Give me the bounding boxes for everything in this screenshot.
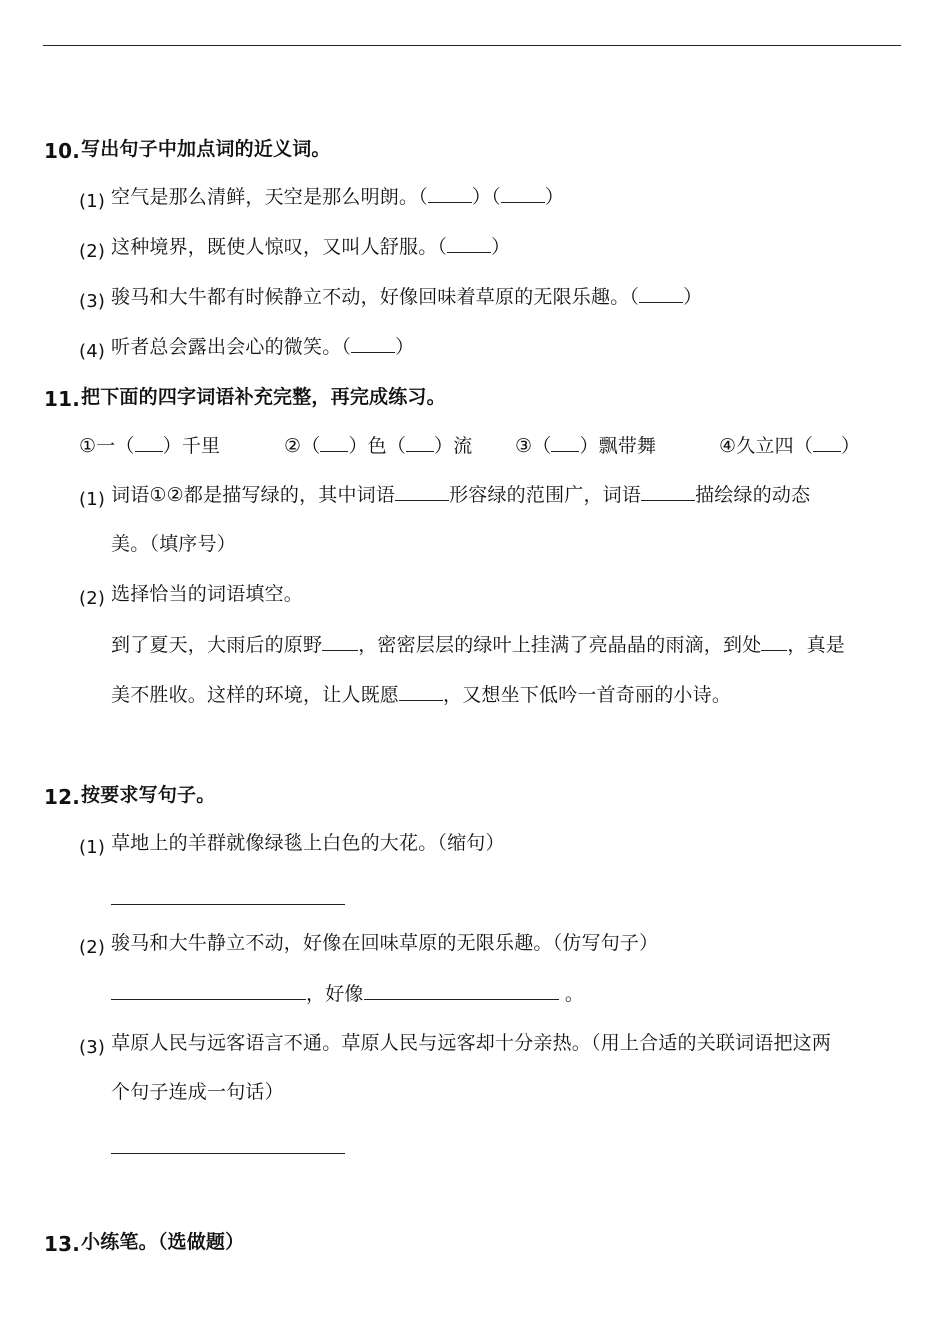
answer-blank[interactable] xyxy=(351,334,395,353)
question-number: 10. xyxy=(44,139,81,163)
q11-sub-1-line-2: 美。（填序号） xyxy=(111,533,236,555)
phrase-text: ） xyxy=(841,435,861,457)
answer-blank[interactable] xyxy=(447,234,491,253)
answer-blank[interactable] xyxy=(322,632,358,651)
q12-sub-1 xyxy=(79,831,505,856)
item-text: ，密密层层的绿叶上挂满了亮晶晶的雨滴，到处 xyxy=(358,634,762,656)
answer-blank[interactable] xyxy=(406,433,434,452)
q10-item-2: (2) 这种境界，既使人惊叹，又叫人舒服。（ ） xyxy=(79,236,511,262)
item-number: (2) xyxy=(79,937,106,958)
answer-line[interactable] xyxy=(111,904,345,905)
item-text: 选择恰当的词语填空。 xyxy=(111,583,304,605)
answer-blank[interactable] xyxy=(813,433,841,452)
phrase-text: 久立四（ xyxy=(736,435,814,457)
answer-line[interactable] xyxy=(111,1153,345,1154)
q11-sub-2-line-2 xyxy=(111,682,731,707)
q10-item-4: (4) 听者总会露出会心的微笑。（ ） xyxy=(79,336,415,362)
answer-blank[interactable] xyxy=(551,433,579,452)
item-number: (3) xyxy=(79,291,106,312)
phrase-text: 一（ xyxy=(96,435,135,457)
item-text: ，好像 xyxy=(306,983,364,1005)
item-number: (2) xyxy=(79,241,106,262)
question-12-heading xyxy=(44,782,215,807)
item-text: 。 xyxy=(564,983,585,1005)
q11-phrase-1: ①一（ ）千里 xyxy=(79,435,221,457)
q12-sub-3-line-2: 个句子连成一句话） xyxy=(111,1081,284,1103)
item-number: (1) xyxy=(79,489,106,510)
item-text: 空气是那么清鲜，天空是那么明朗。 xyxy=(111,186,419,208)
item-number: (4) xyxy=(79,341,106,362)
q12-sub-3-line-1 xyxy=(79,1031,831,1056)
question-10-heading xyxy=(44,136,331,161)
q12-sub-2-answer xyxy=(111,981,584,1006)
item-number: (2) xyxy=(79,588,106,609)
header-rule xyxy=(43,45,901,46)
answer-blank[interactable] xyxy=(135,433,163,452)
answer-blank[interactable] xyxy=(364,981,559,1000)
answer-blank[interactable] xyxy=(320,433,348,452)
question-title: 小练笔。（选做题） xyxy=(81,1231,245,1253)
phrase-text: ）流 xyxy=(434,435,473,457)
item-text: 美不胜收。这样的环境，让人既愿 xyxy=(111,684,400,706)
question-13-heading xyxy=(44,1229,244,1254)
item-text: 这种境界，既使人惊叹，又叫人舒服。 xyxy=(111,236,438,258)
answer-blank[interactable] xyxy=(428,184,472,203)
item-text: 描绘绿的动态 xyxy=(695,484,811,506)
item-text: ，真是 xyxy=(787,634,846,656)
phrase-text: ）飘带舞 xyxy=(579,435,657,457)
q11-phrase-4: ④久立四（ ） xyxy=(719,435,861,457)
answer-blank[interactable] xyxy=(111,981,306,1000)
question-title: 把下面的四字词语补充完整，再完成练习。 xyxy=(81,386,446,408)
phrase-text: ）千里 xyxy=(162,435,221,457)
phrase-text: ）色（ xyxy=(348,435,407,457)
q11-phrase-2: ②（ ）色（ ）流 xyxy=(284,435,473,457)
answer-blank[interactable] xyxy=(395,482,449,501)
q11-sub-2-line-1 xyxy=(111,632,845,657)
answer-blank[interactable] xyxy=(639,284,683,303)
question-title: 按要求写句子。 xyxy=(81,784,216,806)
item-text: 骏马和大牛静立不动，好像在回味草原的无限乐趣。（仿写句子） xyxy=(111,932,659,954)
answer-blank[interactable] xyxy=(501,184,545,203)
item-number: (1) xyxy=(79,837,106,858)
question-number: 11. xyxy=(44,387,81,411)
answer-blank[interactable] xyxy=(399,682,443,701)
q11-sub-1-line-1 xyxy=(79,482,810,508)
answer-blank[interactable] xyxy=(761,632,787,651)
item-text: 听者总会露出会心的微笑。 xyxy=(111,336,342,358)
item-number: (3) xyxy=(79,1037,106,1058)
item-text: 词语①②都是描写绿的，其中词语 xyxy=(111,484,396,506)
answer-blank[interactable] xyxy=(641,482,695,501)
question-11-heading xyxy=(44,384,446,409)
question-number: 12. xyxy=(44,785,81,809)
q11-phrase-3: ③（ ）飘带舞 xyxy=(515,435,657,457)
q12-sub-2 xyxy=(79,931,658,956)
phrase-text: （ xyxy=(301,435,321,457)
question-number: 13. xyxy=(44,1232,81,1256)
item-text: 草原人民与远客语言不通。草原人民与远客却十分亲热。（用上合适的关联词语把这两 xyxy=(111,1032,832,1054)
item-text: 草地上的羊群就像绿毯上白色的大花。（缩句） xyxy=(111,832,505,854)
item-text: ，又想坐下低吟一首奇丽的小诗。 xyxy=(443,684,732,706)
item-text: 骏马和大牛都有时候静立不动，好像回味着草原的无限乐趣。 xyxy=(111,286,630,308)
q11-sub-2-title xyxy=(79,582,303,607)
item-number: (1) xyxy=(79,191,106,212)
q10-item-3: (3) 骏马和大牛都有时候静立不动，好像回味着草原的无限乐趣。（ ） xyxy=(79,286,703,312)
question-title: 写出句子中加点词的近义词。 xyxy=(81,138,331,160)
phrase-text: （ xyxy=(532,435,552,457)
item-text: 形容绿的范围广，词语 xyxy=(449,484,642,506)
q10-item-1: (1) 空气是那么清鲜，天空是那么明朗。（ ）（ ） xyxy=(79,186,565,212)
item-text: 到了夏天，大雨后的原野 xyxy=(111,634,323,656)
